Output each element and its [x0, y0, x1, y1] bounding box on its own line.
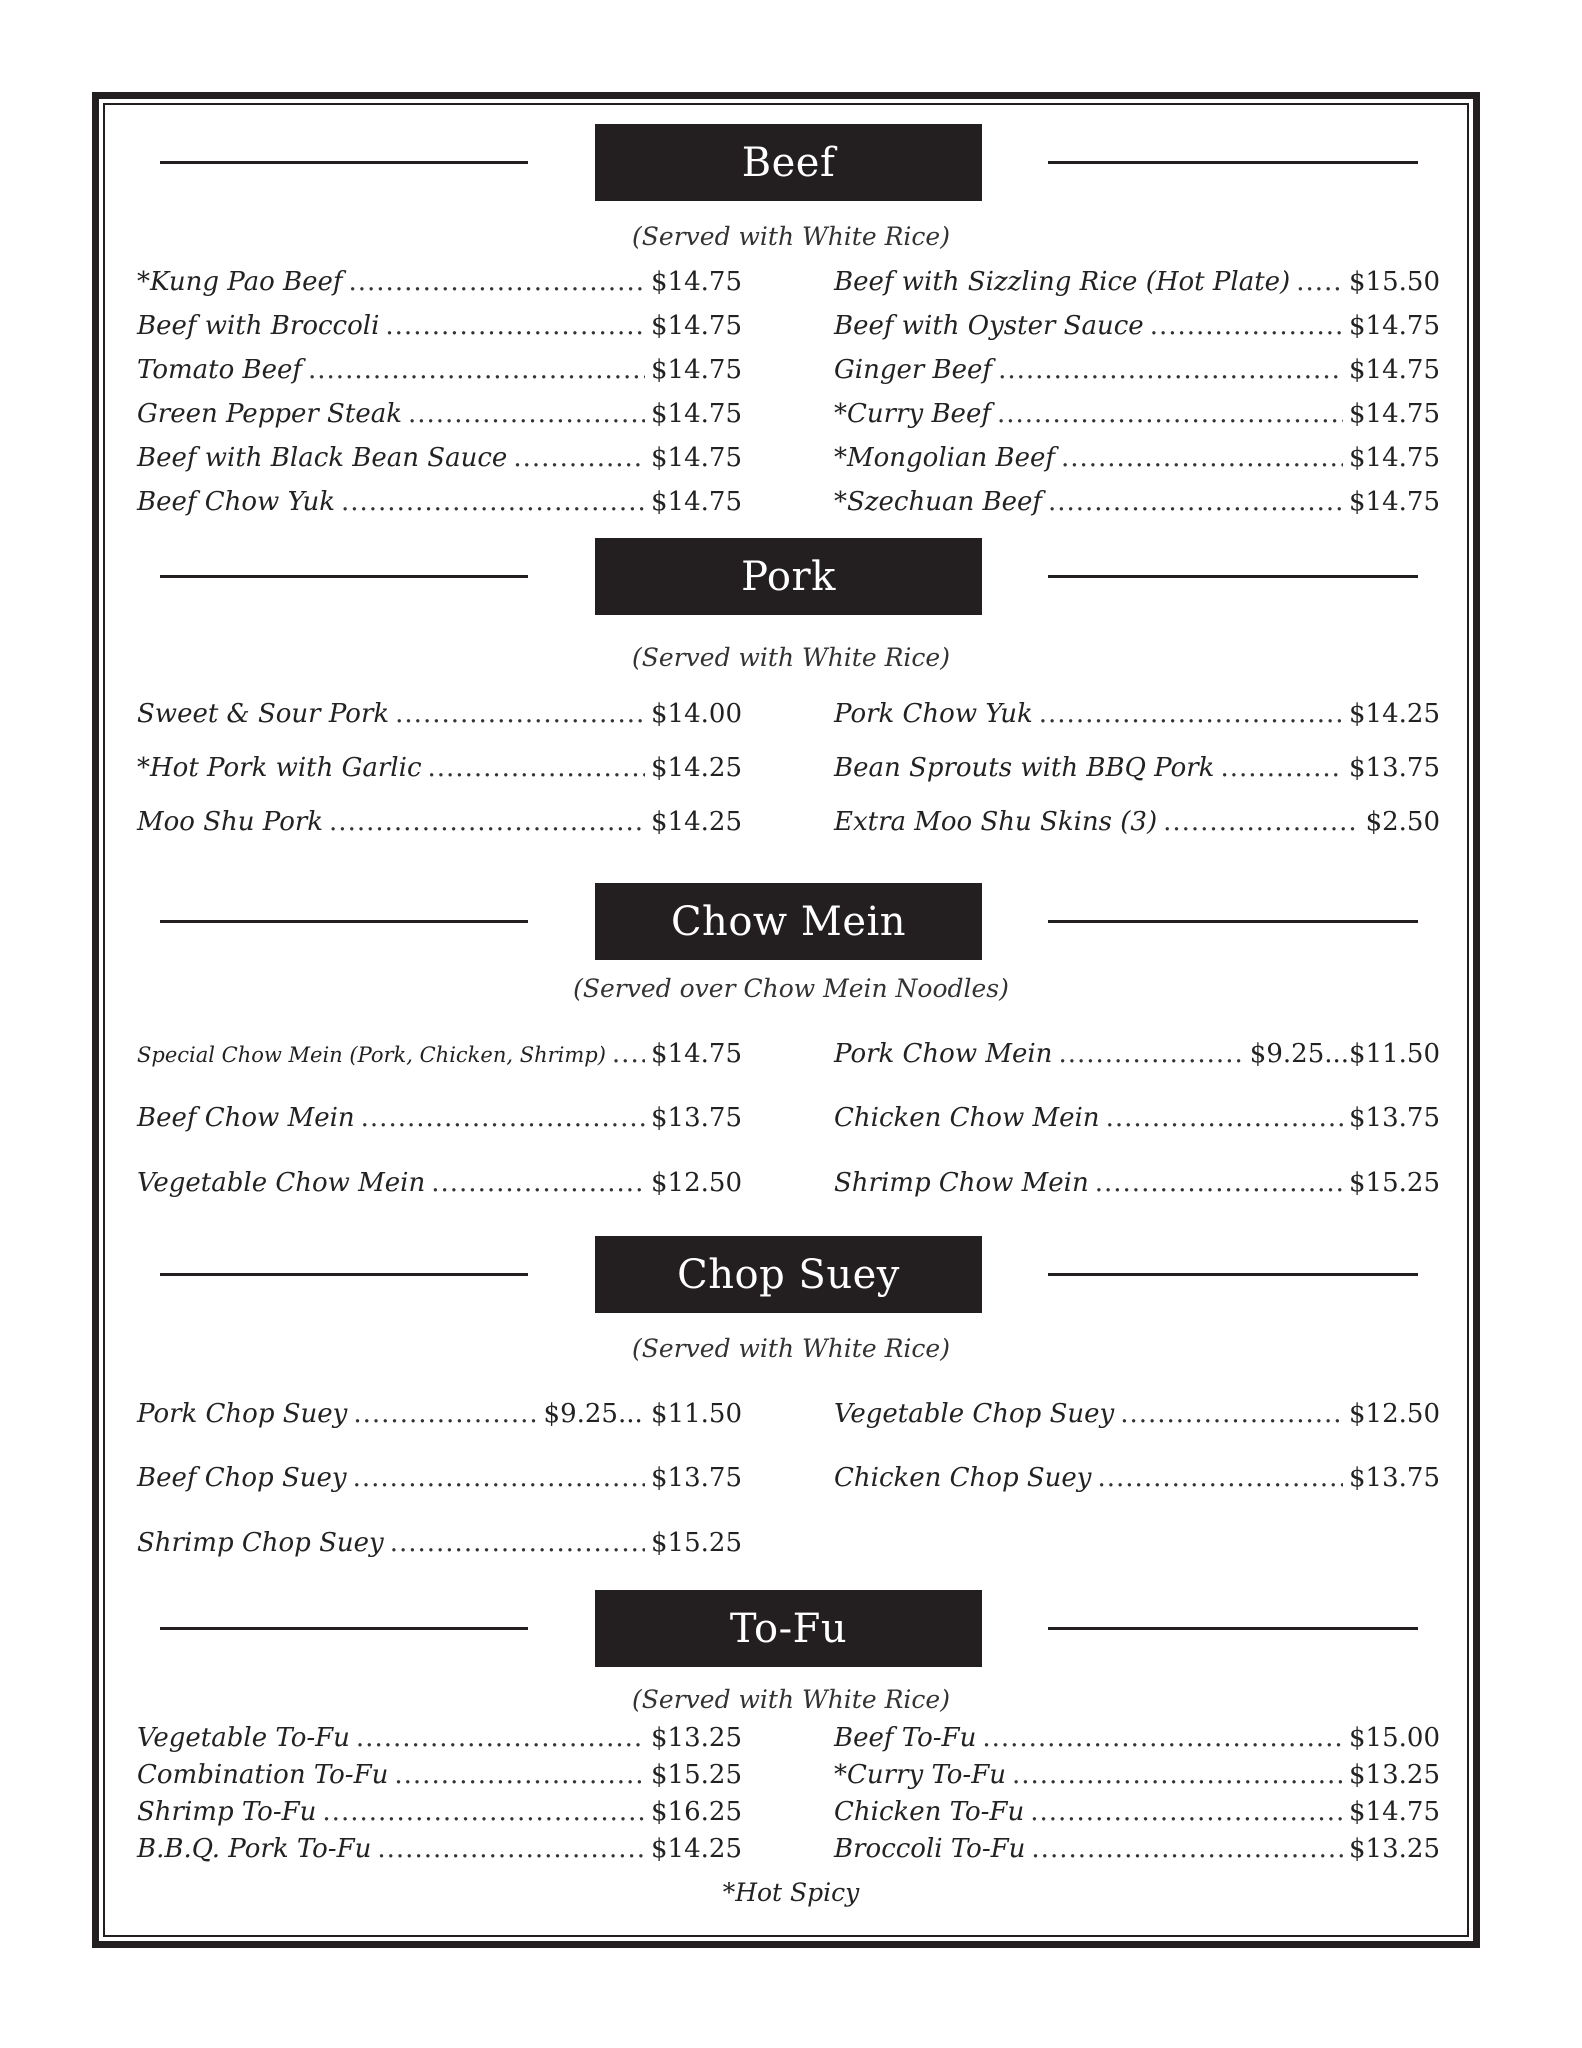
section-title: Beef: [595, 124, 982, 201]
section-title: To-Fu: [595, 1590, 982, 1667]
item-price: $13.75: [1349, 1103, 1440, 1133]
item-name: Ginger Beef: [834, 355, 993, 385]
item-price: $13.75: [651, 1103, 742, 1133]
header-rule-left: [160, 920, 528, 923]
item-price: $13.25: [651, 1723, 742, 1753]
item-price: $14.75: [651, 487, 742, 517]
leader-dots: [361, 1100, 645, 1136]
item-name: Vegetable Chop Suey: [834, 1399, 1115, 1429]
section-subtitle: (Served with White Rice): [632, 1334, 950, 1363]
item-price: $15.25: [651, 1760, 742, 1790]
header-rule-left: [160, 1273, 528, 1276]
item-name: Beef Chop Suey: [137, 1463, 347, 1493]
item-price: $13.25: [1349, 1760, 1440, 1790]
menu-item: [834, 1036, 1440, 1072]
item-name: Shrimp To-Fu: [137, 1797, 317, 1827]
item-name: Tomato Beef: [137, 355, 303, 385]
menu-item: [834, 440, 1440, 476]
item-name: B.B.Q. Pork To-Fu: [137, 1834, 372, 1864]
menu-item: [137, 1165, 742, 1201]
leader-dots: [385, 308, 645, 344]
item-price: $2.50: [1365, 807, 1440, 837]
item-price: $12.50: [1349, 1399, 1440, 1429]
leader-dots: [1012, 1757, 1343, 1793]
section-subtitle: (Served with White Rice): [632, 222, 950, 251]
menu-item: [834, 264, 1440, 300]
leader-dots: [394, 1757, 645, 1793]
item-name: Pork Chop Suey: [137, 1399, 348, 1429]
item-price: $14.00: [651, 699, 742, 729]
item-price: $14.75: [1349, 443, 1440, 473]
item-price: $14.25: [1349, 699, 1440, 729]
menu-item: [137, 308, 742, 344]
menu-item: [137, 696, 742, 732]
item-price: $13.75: [1349, 1463, 1440, 1493]
item-price: $14.75: [651, 267, 742, 297]
menu-item: [834, 484, 1440, 520]
item-name: Extra Moo Shu Skins (3): [834, 807, 1158, 837]
section-header: [0, 883, 1582, 960]
item-price: $12.50: [651, 1168, 742, 1198]
item-price: $14.75: [651, 355, 742, 385]
item-price: $15.50: [1349, 267, 1440, 297]
menu-item: [137, 1100, 742, 1136]
leader-dots: [408, 396, 645, 432]
leader-dots: [1030, 1794, 1343, 1830]
item-name: *Szechuan Beef: [834, 487, 1042, 517]
item-price: $9.25...$11.50: [1249, 1039, 1440, 1069]
leader-dots: [1048, 484, 1343, 520]
item-price: $14.75: [651, 1039, 742, 1069]
menu-item: [137, 1831, 742, 1867]
leader-dots: [1220, 750, 1343, 786]
item-name: Chicken Chop Suey: [834, 1463, 1092, 1493]
leader-dots: [612, 1036, 645, 1072]
section-title: Pork: [595, 538, 982, 615]
leader-dots: [1061, 440, 1343, 476]
item-name: Beef Chow Mein: [137, 1103, 355, 1133]
menu-item: [137, 804, 742, 840]
header-rule-right: [1048, 161, 1418, 164]
leader-dots: [356, 1720, 645, 1756]
section-header: [0, 538, 1582, 615]
leader-dots: [322, 1794, 645, 1830]
menu-item: [137, 264, 742, 300]
item-name: Shrimp Chop Suey: [137, 1528, 384, 1558]
item-name: Bean Sprouts with BBQ Pork: [834, 753, 1215, 783]
menu-item: [834, 750, 1440, 786]
item-name: Beef with Oyster Sauce: [834, 311, 1144, 341]
leader-dots: [341, 484, 645, 520]
leader-dots: [353, 1396, 537, 1432]
menu-item: [137, 352, 742, 388]
leader-dots: [982, 1720, 1343, 1756]
item-price: $14.25: [651, 753, 742, 783]
leader-dots: [377, 1831, 645, 1867]
item-price: $14.75: [1349, 399, 1440, 429]
header-rule-right: [1048, 1627, 1418, 1630]
item-name: Moo Shu Pork: [137, 807, 324, 837]
item-name: Beef with Black Bean Sauce: [137, 443, 508, 473]
menu-item: [834, 1460, 1440, 1496]
menu-item: [834, 1831, 1440, 1867]
leader-dots: [1058, 1036, 1243, 1072]
item-price: $15.25: [1349, 1168, 1440, 1198]
header-rule-left: [160, 1627, 528, 1630]
leader-dots: [1095, 1165, 1343, 1201]
menu-item: [834, 804, 1440, 840]
hot-spicy-footnote: *Hot Spicy: [722, 1878, 860, 1907]
item-price: $14.75: [651, 443, 742, 473]
item-price: $16.25: [651, 1797, 742, 1827]
item-name: Beef with Broccoli: [137, 311, 380, 341]
menu-item: [834, 1720, 1440, 1756]
item-name: Pork Chow Yuk: [834, 699, 1033, 729]
item-name: *Curry Beef: [834, 399, 991, 429]
item-name: *Hot Pork with Garlic: [137, 753, 422, 783]
item-price: $13.25: [1349, 1834, 1440, 1864]
leader-dots: [1098, 1460, 1344, 1496]
item-price: $14.75: [1349, 1797, 1440, 1827]
leader-dots: [308, 352, 645, 388]
header-rule-right: [1048, 920, 1418, 923]
leader-dots: [1120, 1396, 1343, 1432]
menu-item: [834, 308, 1440, 344]
item-name: *Curry To-Fu: [834, 1760, 1006, 1790]
leader-dots: [1106, 1100, 1343, 1136]
section-header: [0, 1590, 1582, 1667]
item-name: Beef with Sizzling Rice (Hot Plate): [834, 267, 1291, 297]
item-name: Vegetable To-Fu: [137, 1723, 350, 1753]
menu-item: [834, 1396, 1440, 1432]
menu-item: [137, 1525, 742, 1561]
header-rule-left: [160, 161, 528, 164]
leader-dots: [353, 1460, 645, 1496]
menu-item: [834, 1165, 1440, 1201]
menu-item: [137, 1720, 742, 1756]
menu-item: [137, 1396, 742, 1432]
item-name: Shrimp Chow Mein: [834, 1168, 1089, 1198]
item-price: $14.25: [651, 807, 742, 837]
item-name: *Mongolian Beef: [834, 443, 1055, 473]
item-price: $14.75: [651, 399, 742, 429]
menu-item: [137, 1460, 742, 1496]
leader-dots: [1163, 804, 1359, 840]
item-price: $9.25... $11.50: [543, 1399, 742, 1429]
item-name: *Kung Pao Beef: [137, 267, 343, 297]
item-price: $14.75: [1349, 487, 1440, 517]
header-rule-left: [160, 575, 528, 578]
leader-dots: [329, 804, 645, 840]
menu-item: [834, 1794, 1440, 1830]
menu-item: [137, 1036, 742, 1072]
section-subtitle: (Served with White Rice): [632, 643, 950, 672]
menu-item: [834, 396, 1440, 432]
item-price: $14.75: [1349, 355, 1440, 385]
item-name: Beef To-Fu: [834, 1723, 977, 1753]
leader-dots: [1296, 264, 1343, 300]
leader-dots: [1031, 1831, 1343, 1867]
leader-dots: [428, 750, 646, 786]
menu-item: [137, 484, 742, 520]
leader-dots: [349, 264, 646, 300]
menu-item: [834, 696, 1440, 732]
item-price: $14.75: [1349, 311, 1440, 341]
leader-dots: [431, 1165, 645, 1201]
item-name: Special Chow Mein (Pork, Chicken, Shrimp): [137, 1043, 606, 1067]
menu-item: [834, 1757, 1440, 1793]
item-price: $15.00: [1349, 1723, 1440, 1753]
item-name: Broccoli To-Fu: [834, 1834, 1026, 1864]
item-price: $13.75: [1349, 753, 1440, 783]
leader-dots: [1039, 696, 1343, 732]
section-header: [0, 1236, 1582, 1313]
item-name: Chicken Chow Mein: [834, 1103, 1100, 1133]
menu-item: [137, 396, 742, 432]
section-header: [0, 124, 1582, 201]
section-subtitle: (Served with White Rice): [632, 1685, 950, 1714]
leader-dots: [1150, 308, 1343, 344]
item-name: Combination To-Fu: [137, 1760, 389, 1790]
item-name: Green Pepper Steak: [137, 399, 402, 429]
item-name: Chicken To-Fu: [834, 1797, 1025, 1827]
item-price: $14.25: [651, 1834, 742, 1864]
menu-item: [137, 1757, 742, 1793]
menu-item: [834, 352, 1440, 388]
item-price: $15.25: [651, 1528, 742, 1558]
item-name: Pork Chow Mein: [834, 1039, 1053, 1069]
menu-item: [834, 1100, 1440, 1136]
item-price: $14.75: [651, 311, 742, 341]
header-rule-right: [1048, 575, 1418, 578]
item-name: Beef Chow Yuk: [137, 487, 335, 517]
item-name: Sweet & Sour Pork: [137, 699, 390, 729]
menu-item: [137, 440, 742, 476]
item-price: $13.75: [651, 1463, 742, 1493]
header-rule-right: [1048, 1273, 1418, 1276]
section-title: Chow Mein: [595, 883, 982, 960]
section-subtitle: (Served over Chow Mein Noodles): [573, 974, 1009, 1003]
item-name: Vegetable Chow Mein: [137, 1168, 426, 1198]
leader-dots: [390, 1525, 645, 1561]
leader-dots: [513, 440, 645, 476]
leader-dots: [998, 352, 1343, 388]
section-title: Chop Suey: [595, 1236, 982, 1313]
leader-dots: [997, 396, 1343, 432]
leader-dots: [395, 696, 645, 732]
menu-item: [137, 750, 742, 786]
menu-item: [137, 1794, 742, 1830]
